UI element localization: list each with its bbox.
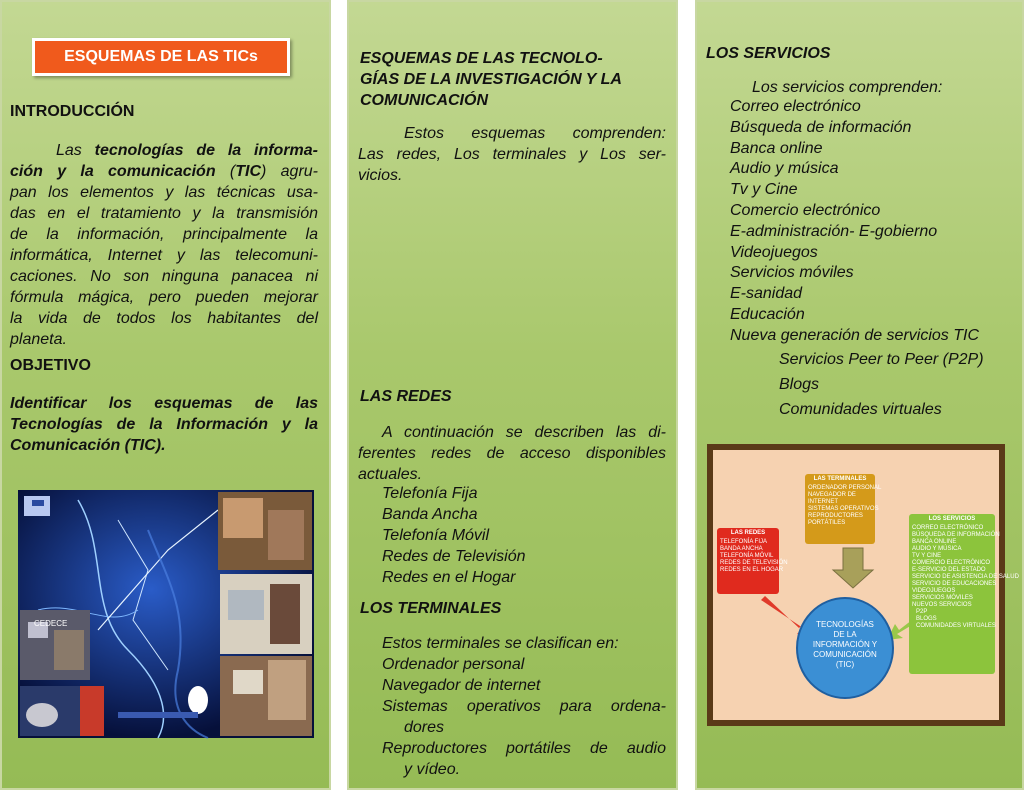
intro-line (10, 140, 318, 161)
redes-intro-line: actuales. (358, 466, 423, 483)
intro-emphasis: TIC (235, 163, 262, 180)
intro-text: Las (56, 142, 95, 159)
tic-collage-image (18, 490, 314, 738)
list-item: Navegador de internet (382, 677, 541, 694)
schemes-heading-line: ESQUEMAS DE LAS TECNOLO- (360, 50, 603, 67)
list-item: Reproductores portátiles de audio (382, 740, 666, 757)
intro-text: pan los elementos y las técnicas usa- (10, 184, 318, 201)
list-item: Telefonía Móvil (382, 527, 490, 544)
center-label-line: (TIC) (835, 660, 855, 669)
center-label (803, 620, 887, 670)
list-item: Banda Ancha (382, 506, 478, 523)
list-item: E-administración- E-gobierno (730, 222, 938, 240)
intro-text: ) agru- (261, 163, 319, 180)
terminales-box-item: REPRODUCTORES (808, 513, 863, 519)
redes-box-title: LAS REDES (730, 530, 766, 536)
terminales-box-item: SISTEMAS OPERATIVOS (808, 506, 879, 512)
redes-list (382, 483, 526, 588)
schemes-heading (360, 48, 660, 111)
objective-line: Identificar los esquemas de las (10, 395, 318, 412)
terminales-heading: LOS TERMINALES (360, 600, 502, 617)
intro-line (10, 266, 318, 287)
list-item: Redes en el Hogar (382, 569, 516, 586)
servicios-box-item: VIDEOJUEGOS (912, 588, 956, 594)
list-item: Redes de Televisión (382, 548, 526, 565)
intro-emphasis: tecnologías de la informa- (94, 142, 318, 159)
terminales-list (382, 633, 666, 780)
terminales-box-item: NAVEGADOR DE (808, 492, 856, 498)
objective-heading: OBJETIVO (10, 357, 91, 374)
list-item: Ordenador personal (382, 656, 525, 673)
sub-list-item: Comunidades virtuales (779, 401, 942, 418)
servicios-box-item: BLOGS (916, 616, 937, 622)
list-item: Comercio electrónico (730, 201, 881, 219)
intro-text: planeta. (10, 331, 67, 348)
center-label-line: INFORMACIÓN Y (812, 640, 878, 649)
servicios-list (730, 97, 979, 347)
cedece-label: CEDECE (34, 619, 68, 628)
intro-line (10, 224, 318, 245)
servicios-box (909, 514, 1019, 674)
list-item: Nueva generación de servicios TIC (730, 326, 980, 344)
servicios-box-item: COMUNIDADES VIRTUALES (916, 623, 996, 629)
intro-line (10, 161, 318, 182)
servicios-box-title: LOS SERVICIOS (928, 516, 976, 522)
list-item-continuation: dores (404, 719, 445, 736)
objective-line: Tecnologías de la Información y la (10, 416, 318, 433)
intro-line (10, 182, 318, 203)
redes-box-item: REDES EN EL HOGAR (720, 567, 784, 573)
intro-heading: INTRODUCCIÓN (10, 103, 135, 120)
objective-line: Comunicación (TIC). (10, 437, 166, 454)
schemes-intro (358, 123, 666, 186)
servicios-sublist (779, 347, 984, 422)
schemes-heading-line: GÍAS DE LA INVESTIGACIÓN Y LA (360, 71, 622, 88)
list-item: Correo electrónico (730, 98, 861, 115)
redes-box (717, 528, 788, 594)
servicios-box-item: COMERCIO ELECTRÓNICO (912, 560, 991, 566)
terminales-box-item: INTERNET (808, 499, 838, 505)
servicios-box-item: AUDIO Y MÚSICA (912, 546, 962, 552)
servicios-box-item: CORREO ELECTRÓNICO (912, 525, 984, 531)
schemes-intro-line: Las redes, Los terminales y Los ser- (358, 146, 666, 163)
intro-line (10, 308, 318, 329)
schemes-intro-line: Estos esquemas comprenden: (404, 125, 666, 142)
list-item: Sistemas operativos para ordena- (382, 698, 666, 715)
list-item: Audio y música (730, 160, 839, 178)
schemes-intro-line: vicios. (358, 167, 403, 184)
servicios-heading: LOS SERVICIOS (706, 45, 831, 62)
sub-list-item: Servicios Peer to Peer (P2P) (779, 351, 984, 368)
servicios-intro: Los servicios comprenden: (752, 79, 943, 96)
servicios-box-item: TV Y CINE (912, 553, 942, 559)
redes-intro (358, 422, 666, 485)
terminales-box-item: PORTÁTILES (808, 520, 846, 526)
intro-line (10, 329, 318, 350)
intro-text: ( (215, 163, 236, 180)
intro-line (10, 203, 318, 224)
intro-line (10, 287, 318, 308)
servicios-box-item: SERVICIOS MÓVILES (912, 595, 973, 601)
redes-box-item: TELEFONÍA MÓVIL (720, 553, 774, 559)
list-item: Telefonía Fija (382, 485, 478, 502)
diagram-canvas (713, 450, 1019, 720)
redes-box-item: TELEFONÍA FIJA (720, 539, 768, 545)
intro-text: caciones. No son ninguna panacea ni (10, 268, 318, 285)
servicios-box-item: BÚSQUEDA DE INFORMACIÓN (912, 532, 1000, 538)
center-label-line: DE LA (833, 630, 857, 639)
schemes-heading-line: COMUNICACIÓN (360, 92, 488, 109)
servicios-box-item: SERVICIO DE EDUCACIONES (912, 581, 997, 587)
title-button[interactable]: ESQUEMAS DE LAS TICs (32, 38, 290, 76)
terminales-box (805, 474, 882, 544)
list-item: Videojuegos (730, 243, 818, 261)
intro-text: fórmula mágica, pero pueden mejorar (10, 289, 318, 306)
servicios-box-item: NUEVOS SERVICIOS (912, 602, 972, 608)
list-item: Tv y Cine (730, 181, 798, 199)
servicios-box-item: BANCA ONLINE (912, 539, 957, 545)
sub-list-item: Blogs (779, 376, 820, 393)
objective-paragraph (10, 393, 318, 456)
intro-text: de la información, principalmente la (10, 226, 318, 243)
intro-text: la vida de todos los habitantes del (10, 310, 318, 327)
redes-heading: LAS REDES (360, 388, 452, 405)
center-label-line: COMUNICACIÓN (813, 650, 877, 659)
list-item: E-sanidad (730, 285, 803, 303)
servicios-box-item: E-SERVICIO DEL ESTADO (912, 567, 986, 573)
list-item: Banca online (730, 139, 823, 157)
redes-box-item: BANDA ANCHA (720, 546, 763, 552)
intro-line (10, 245, 318, 266)
servicios-box-item: P2P (916, 609, 928, 615)
arrow-down-icon (833, 548, 873, 588)
center-label-line: TECNOLOGÍAS (816, 620, 874, 629)
redes-intro-line: ferentes redes de acceso disponibles (358, 445, 666, 462)
redes-intro-line: A continuación se describen las di- (382, 424, 666, 441)
intro-text: informática, Internet y las telecomuni- (10, 247, 318, 264)
terminales-box-item: ORDENADOR PERSONAL (808, 485, 882, 491)
list-item: Búsqueda de información (730, 118, 912, 136)
redes-box-item: REDES DE TELEVISIÓN (720, 560, 788, 566)
intro-paragraph (10, 140, 318, 350)
terminales-box-title: LAS TERMINALES (813, 476, 867, 482)
tic-diagram (707, 444, 1019, 726)
terminales-intro: Estos terminales se clasifican en: (382, 635, 619, 652)
intro-emphasis: ción y la comunicación (10, 163, 216, 180)
servicios-box-item: SERVICIO DE ASISTENCIA DE SALUD (912, 574, 1019, 580)
intro-text: das en el tratamiento y la transmisión (10, 205, 318, 222)
list-item: Educación (730, 305, 805, 323)
list-item: Servicios móviles (730, 264, 854, 282)
list-item-continuation: y vídeo. (404, 761, 461, 778)
